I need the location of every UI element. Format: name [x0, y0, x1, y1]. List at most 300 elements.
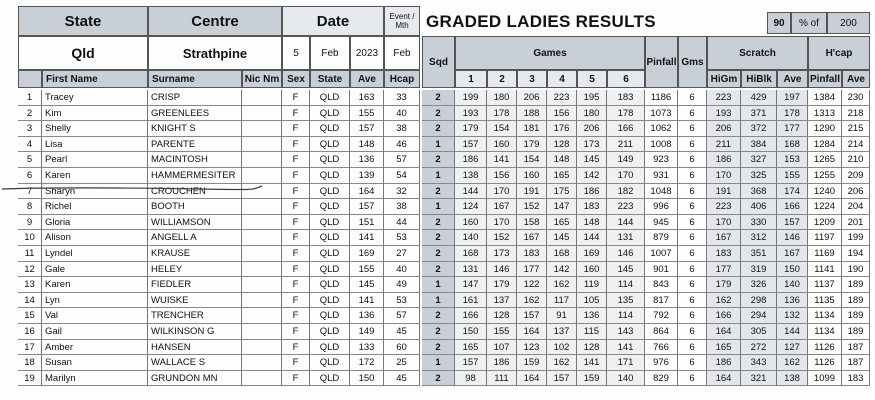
game-5-cell: 145 [577, 152, 607, 168]
game-2-cell: 179 [487, 277, 517, 293]
average-cell: 136 [350, 152, 384, 168]
row-number-cell: 8 [18, 199, 42, 215]
sqd-label: Sqd [422, 36, 455, 88]
game-5-cell: 144 [577, 230, 607, 246]
games-count-cell: 6 [678, 137, 707, 153]
table-row [18, 308, 870, 324]
handicap-cell: 60 [384, 340, 420, 356]
surname-cell: PARENTE [148, 137, 242, 153]
hcap-pinfall-cell: 1384 [808, 90, 842, 106]
games-count-cell: 6 [678, 152, 707, 168]
row-number-cell: 12 [18, 262, 42, 278]
average-cell: 149 [350, 324, 384, 340]
hcap-pinfall-cell: 1255 [808, 168, 842, 184]
state-column-header: State [310, 70, 350, 88]
scratch-average-cell: 197 [777, 90, 808, 106]
average-cell: 148 [350, 137, 384, 153]
scratch-average-cell: 138 [777, 371, 808, 387]
pinfall-cell: 766 [645, 340, 678, 356]
game-4-cell: 117 [547, 293, 577, 309]
game-1-cell: 199 [455, 90, 487, 106]
game-2-cell: 173 [487, 246, 517, 262]
surname-cell: HELEY [148, 262, 242, 278]
hcap-pinfall-cell: 1099 [808, 371, 842, 387]
game-5-cell: 141 [577, 355, 607, 371]
game-5-cell: 195 [577, 90, 607, 106]
row-number-cell: 15 [18, 308, 42, 324]
surname-header: Surname [148, 70, 242, 88]
sex-cell: F [282, 121, 310, 137]
game-2-cell: 154 [487, 121, 517, 137]
hcap-pinfall-cell: 1137 [808, 277, 842, 293]
handicap-cell: 38 [384, 121, 420, 137]
game-3-cell: 162 [517, 293, 547, 309]
surname-cell: KRAUSE [148, 246, 242, 262]
row-number-cell: 3 [18, 121, 42, 137]
high-game-cell: 164 [707, 324, 741, 340]
table-row [18, 324, 870, 340]
hcap-average-cell: 201 [842, 215, 870, 231]
page-title: GRADED LADIES RESULTS [426, 12, 656, 31]
nic-name-cell [242, 340, 282, 356]
squad-cell: 2 [422, 184, 455, 200]
squad-cell: 1 [422, 199, 455, 215]
event-value: Feb [384, 36, 420, 70]
state-cell: QLD [310, 106, 350, 122]
state-cell: QLD [310, 215, 350, 231]
hcap-pinfall-cell: 1224 [808, 199, 842, 215]
game-5-cell: 119 [577, 277, 607, 293]
game-2-cell: 167 [487, 199, 517, 215]
game-6-cell: 183 [607, 90, 645, 106]
table-row [18, 246, 870, 262]
high-game-cell: 211 [707, 137, 741, 153]
nic-name-cell [242, 215, 282, 231]
high-game-cell: 186 [707, 152, 741, 168]
nic-name-cell [242, 308, 282, 324]
first-name-cell: Amber [42, 340, 148, 356]
squad-cell: 2 [422, 90, 455, 106]
average-cell: 155 [350, 106, 384, 122]
high-block-cell: 272 [741, 340, 777, 356]
games-count-cell: 6 [678, 262, 707, 278]
game-1-cell: 160 [455, 215, 487, 231]
hcap-average-cell: 189 [842, 293, 870, 309]
handicap-cell: 49 [384, 277, 420, 293]
row-number-cell: 17 [18, 340, 42, 356]
first-name-cell: Susan [42, 355, 148, 371]
hcap-pinfall-cell: 1126 [808, 355, 842, 371]
game-5-cell: 180 [577, 106, 607, 122]
state-cell: QLD [310, 152, 350, 168]
row-number-cell: 18 [18, 355, 42, 371]
hcap-pinfall-cell: 1197 [808, 230, 842, 246]
pinfall-cell: 864 [645, 324, 678, 340]
game-4-cell: 102 [547, 340, 577, 356]
hcap-pinfall-cell: 1141 [808, 262, 842, 278]
game-3-cell: 123 [517, 340, 547, 356]
table-row [18, 293, 870, 309]
games-count-cell: 6 [678, 324, 707, 340]
average-cell: 151 [350, 215, 384, 231]
first-name-cell: Gail [42, 324, 148, 340]
game-3-cell: 157 [517, 308, 547, 324]
game-5-cell: 148 [577, 215, 607, 231]
game-4-cell: 162 [547, 355, 577, 371]
state-cell: QLD [310, 277, 350, 293]
game-4-cell: 156 [547, 106, 577, 122]
game-2-cell: 160 [487, 137, 517, 153]
hcap-pinfall-cell: 1169 [808, 246, 842, 262]
game-6-cell: 146 [607, 246, 645, 262]
table-row [18, 215, 870, 231]
squad-cell: 1 [422, 277, 455, 293]
row-number-header [18, 70, 42, 88]
high-game-cell: 164 [707, 371, 741, 387]
handicap-cell: 53 [384, 230, 420, 246]
state-cell: QLD [310, 230, 350, 246]
handicap-cell: 45 [384, 371, 420, 387]
state-cell: QLD [310, 184, 350, 200]
game-6-cell: 140 [607, 371, 645, 387]
game-1-cell: 193 [455, 106, 487, 122]
sex-header: Sex [282, 70, 310, 88]
game-2-cell: 156 [487, 168, 517, 184]
surname-cell: BOOTH [148, 199, 242, 215]
hcap-ave-header: Ave [842, 70, 870, 88]
gms-label: Gms [678, 36, 707, 88]
game-6-cell: 170 [607, 168, 645, 184]
handicap-cell: 25 [384, 355, 420, 371]
percent-label: % of [791, 12, 827, 34]
hcap-pinfall-cell: 1265 [808, 152, 842, 168]
average-cell: 172 [350, 355, 384, 371]
pinfall-cell: 931 [645, 168, 678, 184]
average-cell: 133 [350, 340, 384, 356]
table-row [18, 355, 870, 371]
game-2-cell: 107 [487, 340, 517, 356]
hcap-pinfall-cell: 1134 [808, 324, 842, 340]
sex-cell: F [282, 324, 310, 340]
squad-cell: 1 [422, 137, 455, 153]
game-5-cell: 159 [577, 371, 607, 387]
game-1-cell: 157 [455, 355, 487, 371]
game-4-cell: 223 [547, 90, 577, 106]
first-name-cell: Shelly [42, 121, 148, 137]
row-number-cell: 5 [18, 152, 42, 168]
high-block-cell: 312 [741, 230, 777, 246]
high-game-cell: 179 [707, 277, 741, 293]
pinfall-cell: 1062 [645, 121, 678, 137]
game-6-cell: 114 [607, 277, 645, 293]
sheet-header [18, 6, 870, 88]
high-game-cell: 170 [707, 215, 741, 231]
game-4-cell: 91 [547, 308, 577, 324]
high-game-cell: 186 [707, 355, 741, 371]
game-4-cell: 157 [547, 371, 577, 387]
sex-cell: F [282, 277, 310, 293]
games-count-cell: 6 [678, 121, 707, 137]
pinfall-cell: 843 [645, 277, 678, 293]
high-block-cell: 371 [741, 106, 777, 122]
game-4-cell: 147 [547, 199, 577, 215]
state-cell: QLD [310, 262, 350, 278]
game-2-cell: 111 [487, 371, 517, 387]
surname-cell: TRENCHER [148, 308, 242, 324]
game-1-cell: 144 [455, 184, 487, 200]
game-6-cell: 182 [607, 184, 645, 200]
scratch-average-cell: 132 [777, 308, 808, 324]
game-6-cell: 114 [607, 308, 645, 324]
high-block-cell: 325 [741, 168, 777, 184]
game-2-cell: 180 [487, 90, 517, 106]
average-cell: 141 [350, 230, 384, 246]
game-4-cell: 137 [547, 324, 577, 340]
high-game-cell: 166 [707, 308, 741, 324]
high-block-cell: 368 [741, 184, 777, 200]
game-6-header: 6 [607, 70, 645, 88]
games-count-cell: 6 [678, 184, 707, 200]
game-5-cell: 142 [577, 168, 607, 184]
nic-name-cell [242, 230, 282, 246]
scratch-average-cell: 166 [777, 199, 808, 215]
high-game-cell: 177 [707, 262, 741, 278]
games-count-cell: 6 [678, 230, 707, 246]
game-5-cell: 160 [577, 262, 607, 278]
first-name-cell: Lyn [42, 293, 148, 309]
pinfall-cell: 1073 [645, 106, 678, 122]
game-3-cell: 177 [517, 262, 547, 278]
game-6-cell: 141 [607, 340, 645, 356]
row-number-cell: 6 [18, 168, 42, 184]
hcap-average-cell: 187 [842, 355, 870, 371]
row-number-cell: 1 [18, 90, 42, 106]
handicap-cell: 40 [384, 106, 420, 122]
table-row [18, 106, 870, 122]
row-number-cell: 10 [18, 230, 42, 246]
squad-cell: 2 [422, 121, 455, 137]
row-number-cell: 7 [18, 184, 42, 200]
game-2-cell: 141 [487, 152, 517, 168]
row-number-cell: 2 [18, 106, 42, 122]
high-game-cell: 191 [707, 184, 741, 200]
state-cell: QLD [310, 137, 350, 153]
scratch-average-cell: 177 [777, 121, 808, 137]
surname-cell: HAMMERMESITER [148, 168, 242, 184]
scratch-average-cell: 127 [777, 340, 808, 356]
games-count-cell: 6 [678, 371, 707, 387]
handicap-cell: 57 [384, 152, 420, 168]
pinfall-cell: 879 [645, 230, 678, 246]
game-4-header: 4 [547, 70, 577, 88]
hcap-pinfall-cell: 1209 [808, 215, 842, 231]
state-cell: QLD [310, 355, 350, 371]
first-name-cell: Tracey [42, 90, 148, 106]
game-2-cell: 170 [487, 184, 517, 200]
game-6-cell: 131 [607, 230, 645, 246]
first-name-cell: Karen [42, 277, 148, 293]
game-2-cell: 170 [487, 215, 517, 231]
game-3-cell: 183 [517, 246, 547, 262]
handicap-cell: 57 [384, 308, 420, 324]
high-game-cell: 223 [707, 199, 741, 215]
scratch-average-cell: 162 [777, 355, 808, 371]
scratch-average-cell: 168 [777, 137, 808, 153]
squad-cell: 2 [422, 215, 455, 231]
hcap-pinfall-cell: 1126 [808, 340, 842, 356]
scratch-average-cell: 136 [777, 293, 808, 309]
first-name-cell: Gale [42, 262, 148, 278]
state-cell: QLD [310, 199, 350, 215]
game-6-cell: 171 [607, 355, 645, 371]
row-number-cell: 4 [18, 137, 42, 153]
surname-cell: CRISP [148, 90, 242, 106]
date-year: 2023 [350, 36, 384, 70]
scratch-average-cell: 144 [777, 324, 808, 340]
squad-cell: 1 [422, 293, 455, 309]
game-1-cell: 166 [455, 308, 487, 324]
game-4-cell: 168 [547, 246, 577, 262]
game-6-cell: 145 [607, 262, 645, 278]
row-number-cell: 9 [18, 215, 42, 231]
games-count-cell: 6 [678, 293, 707, 309]
high-block-cell: 429 [741, 90, 777, 106]
scratch-ave-header: Ave [777, 70, 808, 88]
game-6-cell: 211 [607, 137, 645, 153]
game-4-cell: 165 [547, 168, 577, 184]
game-3-cell: 159 [517, 355, 547, 371]
hcap-pinfall-cell: 1290 [808, 121, 842, 137]
high-block-cell: 321 [741, 371, 777, 387]
game-2-cell: 155 [487, 324, 517, 340]
sex-cell: F [282, 355, 310, 371]
nic-name-cell [242, 262, 282, 278]
average-cell: 136 [350, 308, 384, 324]
hcap-average-cell: 183 [842, 371, 870, 387]
squad-cell: 2 [422, 324, 455, 340]
hcap-average-cell: 199 [842, 230, 870, 246]
state-cell: QLD [310, 168, 350, 184]
nicnm-header: Nic Nm [242, 70, 282, 88]
state-cell: QLD [310, 121, 350, 137]
game-1-cell: 147 [455, 277, 487, 293]
game-3-cell: 164 [517, 371, 547, 387]
sex-cell: F [282, 340, 310, 356]
state-cell: QLD [310, 340, 350, 356]
first-name-cell: Karen [42, 168, 148, 184]
game-2-cell: 178 [487, 106, 517, 122]
hcap-average-cell: 189 [842, 277, 870, 293]
row-number-cell: 14 [18, 293, 42, 309]
game-1-cell: 157 [455, 137, 487, 153]
game-5-cell: 105 [577, 293, 607, 309]
handicap-cell: 40 [384, 262, 420, 278]
hcap-average-cell: 218 [842, 106, 870, 122]
game-6-cell: 144 [607, 215, 645, 231]
handicap-cell: 33 [384, 90, 420, 106]
pinfall-cell: 1048 [645, 184, 678, 200]
high-game-cell: 193 [707, 106, 741, 122]
pinfall-cell: 829 [645, 371, 678, 387]
surname-cell: HANSEN [148, 340, 242, 356]
sex-cell: F [282, 308, 310, 324]
game-1-cell: 140 [455, 230, 487, 246]
table-row [18, 168, 870, 184]
hcap-average-cell: 215 [842, 121, 870, 137]
game-1-cell: 150 [455, 324, 487, 340]
game-5-header: 5 [577, 70, 607, 88]
high-block-cell: 406 [741, 199, 777, 215]
sex-cell: F [282, 293, 310, 309]
scratch-average-cell: 146 [777, 230, 808, 246]
hcap-group-label: H'cap [808, 36, 870, 70]
hcap-pinfall-cell: 1240 [808, 184, 842, 200]
game-6-cell: 166 [607, 121, 645, 137]
game-3-cell: 164 [517, 324, 547, 340]
average-cell: 139 [350, 168, 384, 184]
high-block-cell: 330 [741, 215, 777, 231]
squad-cell: 1 [422, 168, 455, 184]
handicap-cell: 27 [384, 246, 420, 262]
state-cell: QLD [310, 308, 350, 324]
game-1-cell: 168 [455, 246, 487, 262]
game-5-cell: 115 [577, 324, 607, 340]
high-block-cell: 326 [741, 277, 777, 293]
average-cell: 141 [350, 293, 384, 309]
squad-cell: 2 [422, 340, 455, 356]
hcap-average-cell: 189 [842, 308, 870, 324]
game-3-cell: 152 [517, 199, 547, 215]
nic-name-cell [242, 121, 282, 137]
sex-cell: F [282, 262, 310, 278]
game-3-cell: 179 [517, 137, 547, 153]
surname-cell: GREENLEES [148, 106, 242, 122]
scratch-average-cell: 155 [777, 168, 808, 184]
game-3-cell: 181 [517, 121, 547, 137]
squad-cell: 2 [422, 152, 455, 168]
ave-header: Ave [350, 70, 384, 88]
first-name-cell: Pearl [42, 152, 148, 168]
surname-cell: WUISKE [148, 293, 242, 309]
first-name-cell: Marilyn [42, 371, 148, 387]
hcap-average-cell: 194 [842, 246, 870, 262]
game-1-header: 1 [455, 70, 487, 88]
game-3-cell: 191 [517, 184, 547, 200]
game-4-cell: 165 [547, 215, 577, 231]
hcap-pinfall-cell: 1313 [808, 106, 842, 122]
game-5-cell: 136 [577, 308, 607, 324]
game-3-cell: 167 [517, 230, 547, 246]
scratch-average-cell: 140 [777, 277, 808, 293]
game-6-cell: 135 [607, 293, 645, 309]
high-block-cell: 294 [741, 308, 777, 324]
hcap-average-cell: 204 [842, 199, 870, 215]
nic-name-cell [242, 277, 282, 293]
scratch-label: Scratch [707, 36, 808, 70]
percent-base: 200 [827, 12, 870, 34]
table-row [18, 277, 870, 293]
surname-cell: GRUNDON MN [148, 371, 242, 387]
nic-name-cell [242, 137, 282, 153]
pinfall-cell: 945 [645, 215, 678, 231]
nic-name-cell [242, 106, 282, 122]
high-block-cell: 343 [741, 355, 777, 371]
game-2-header: 2 [487, 70, 517, 88]
date-day: 5 [282, 36, 310, 70]
game-4-cell: 145 [547, 230, 577, 246]
high-game-cell: 183 [707, 246, 741, 262]
game-5-cell: 128 [577, 340, 607, 356]
